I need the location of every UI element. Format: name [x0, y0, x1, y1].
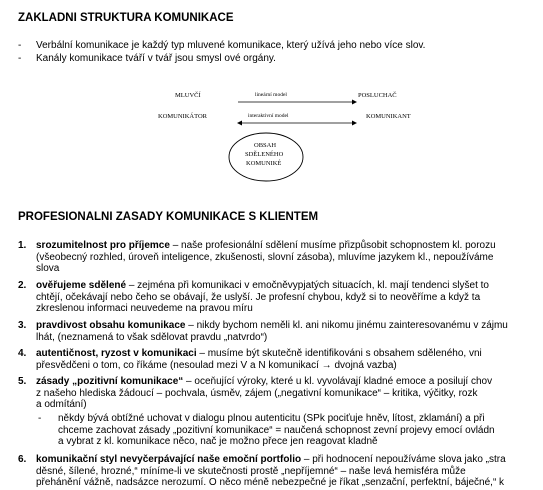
item-number: 2. [18, 280, 27, 291]
item-title: autentičnost, ryzost v komunikaci [36, 348, 197, 359]
item-number: 4. [18, 348, 27, 359]
sub-item-text: chceme zachovat zásady „pozitivní komunikace“ = naučená schopnost zevní projevy emocí ovládn [58, 424, 495, 436]
item-text: – naše profesionální sdělení musíme přizpůsobit schopnostem kl. porozu [169, 240, 496, 251]
item-text: – oceňující výroky, které u kl. vyvolávají kladné emoce a posilují chov [183, 376, 493, 387]
sub-item-text: a vybrat z kl. komunikace něco, nač je možno přece jen reagovat kladně [58, 436, 378, 448]
communicant-label: KOMUNIKANT [366, 113, 411, 120]
item-number: 1. [18, 240, 27, 251]
item-text: (všeobecný rozhled, úroveň inteligence, zkušenosti, slovní zásoba), mluvíme jazykem kl., nepoužíváme [36, 251, 494, 263]
item-text: a odmítání) [36, 399, 87, 411]
speaker-label: MLUVČÍ [175, 92, 201, 99]
item-text: děsné, šílené, hrozné,“ míníme-li ve skutečnosti prostě „nepříjemné“ – naše levá hemisféra může [36, 465, 466, 477]
content-label-1: OBSAH [254, 142, 277, 149]
item-text: – musíme být skutečně identifikováni s obsahem sděleného, vni [196, 348, 482, 359]
bullet-dash: - [18, 40, 22, 51]
arrow-head-left [237, 121, 242, 126]
item-text: – při hodnocení nepoužíváme slova jako „stra [301, 454, 506, 465]
item-number: 5. [18, 376, 27, 387]
item-number: 3. [18, 320, 27, 331]
bullet-text: Kanály komunikace tváří v tvář jsou smysl ové orgány. [36, 53, 276, 64]
item-text: chtějí, očekávají nebo čeho se obávají, že uslyší. Je profesní chybou, když si to neověříme a když ta [36, 291, 481, 303]
bullet-text: Verbální komunikace je každý typ mluvené komunikace, který užívá jeho nebo více slov. [36, 40, 426, 51]
section-title-structure: ZAKLADNI STRUKTURA KOMUNIKACE [18, 12, 234, 24]
content-label-3: KOMUNIKÉ [246, 160, 282, 167]
item-title: ověřujeme sdělené [36, 280, 127, 291]
communicator-label: KOMUNIKÁTOR [158, 113, 207, 120]
section-title-principles: PROFESIONALNI ZASADY KOMUNIKACE S KLIENTEM [18, 211, 319, 223]
item-text: přehánění vážně, nadsázce nerozumí. O něco méně nebezpečné je říkat „senzační, perfektní, báječné,“ k [36, 477, 505, 489]
item-number: 6. [18, 454, 27, 465]
bullet-dash: - [38, 413, 42, 424]
item-title: srozumitelnost pro příjemce [36, 240, 170, 251]
sub-item-text: někdy bývá obtížné uchovat v dialogu plnou autenticitu (SPk pociťuje hněv, lítost, zklamání) a při [58, 413, 485, 424]
item-text: – nikdy bychom neměli kl. ani nikomu jinému zainteresovanému v zájmu [185, 320, 508, 331]
linear-model-label: lineární model [255, 92, 287, 98]
content-label-2: SDĚLENÉHO [245, 151, 284, 158]
item-title: komunikační styl nevyčerpávající naše emoční portfolio [36, 454, 302, 465]
item-title: zásady „pozitivní komunikace“ [36, 376, 184, 387]
arrow-head-right [352, 100, 357, 105]
item-text: lhát, (neznamená to však sdělovat pravdu „natvrdo“) [36, 331, 268, 343]
arrow-head-right [352, 121, 357, 126]
item-text: slova [36, 263, 60, 275]
bullet-dash: - [18, 53, 22, 64]
listener-label: POSLUCHAČ [358, 92, 397, 99]
item-text: přesvědčeni o tom, co říkáme (nesoulad mezi V a N komunikací → dvojná vazba) [36, 359, 397, 371]
item-text: – zejména při komunikaci v emočněvypjatých situacích, kl. mají tendenci slyšet to [126, 280, 489, 291]
interactive-model-label: interaktivní model [248, 113, 289, 119]
communication-diagram [0, 0, 543, 200]
item-text: zkreslenou informaci neuvedeme na pravou míru [36, 303, 253, 315]
item-title: pravdivost obsahu komunikace [36, 320, 186, 331]
item-text: z našeho hlediska žádoucí – pochvala, úsměv, zájem („negativní komunikace“ – kritika, výčitky, rozk [36, 387, 478, 399]
